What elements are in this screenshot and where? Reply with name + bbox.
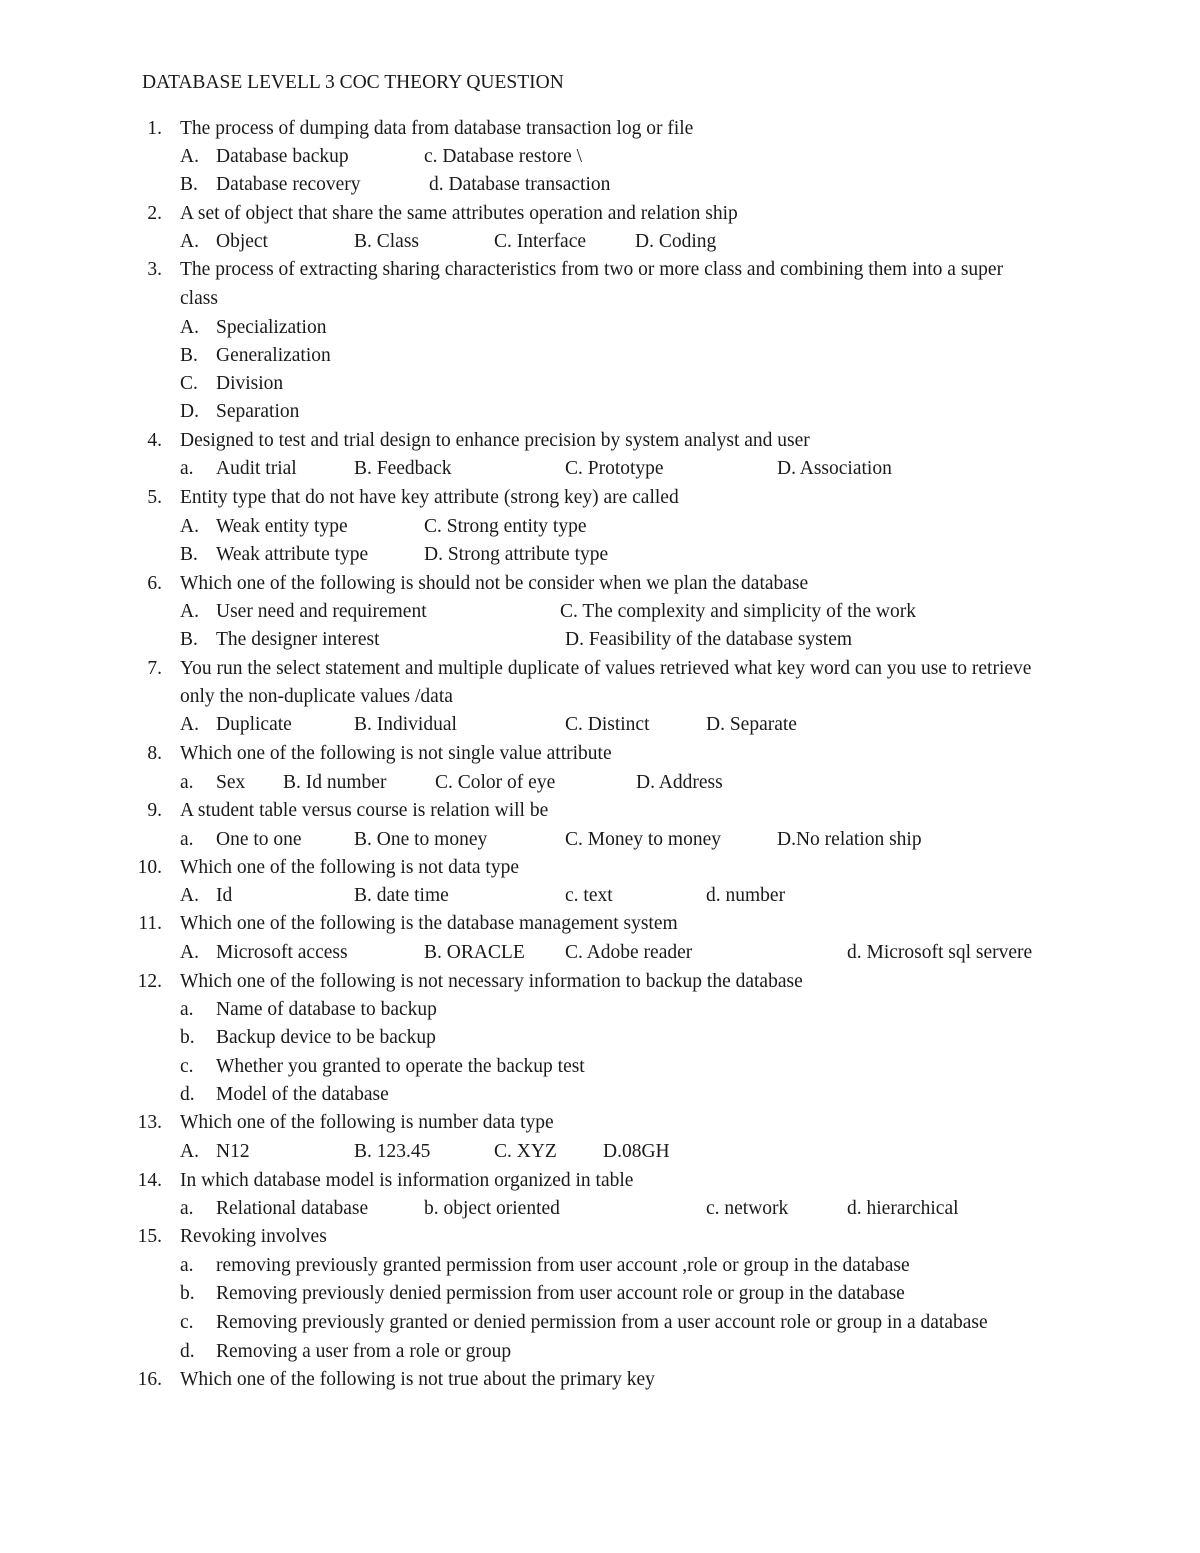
option-text: d. number [706,885,786,906]
option-text: Removing a user from a role or group [216,1341,512,1362]
option-text: Weak entity type [216,516,348,537]
option-letter: a. [180,1198,194,1219]
option-letter: d. [180,1084,195,1105]
option-letter: A. [180,714,199,735]
option-text: N12 [216,1141,250,1162]
question-number: 10. [137,857,162,878]
option-letter: a. [180,1255,194,1276]
option-text: D. Strong attribute type [424,544,609,565]
question-number: 5. [147,487,162,508]
question-number: 3. [147,259,162,280]
option-text: Whether you granted to operate the backup test [216,1056,585,1077]
option-text: B. Class [354,231,420,252]
question-text: A student table versus course is relation will be [180,800,549,821]
option-letter: A. [180,516,199,537]
option-letter: b. [180,1027,195,1048]
question-text: In which database model is information organized in table [180,1170,634,1191]
option-text: d. hierarchical [847,1198,959,1219]
option-text: B. Individual [354,714,457,735]
question-number: 13. [137,1112,162,1133]
question-text: Which one of the following is not necessary information to backup the database [180,971,803,992]
option-letter: a. [180,829,194,850]
option-letter: B. [180,174,198,195]
option-text: Object [216,231,268,252]
option-letter: D. [180,401,199,422]
question-number: 6. [147,573,162,594]
question-number: 16. [137,1369,162,1390]
option-text: Model of the database [216,1084,389,1105]
option-text: c. network [706,1198,789,1219]
option-text: D. Coding [635,231,717,252]
option-text: D.No relation ship [777,829,922,850]
question-number: 2. [147,203,162,224]
option-letter: d. [180,1341,195,1362]
option-text: User need and requirement [216,601,427,622]
question-number: 15. [137,1226,162,1247]
option-text: The designer interest [216,629,380,650]
option-text: C. Color of eye [435,772,556,793]
option-letter: a. [180,999,194,1020]
question-number: 7. [147,658,162,679]
option-text: Database backup [216,146,349,167]
question-number: 4. [147,430,162,451]
option-text: B. Feedback [354,458,452,479]
question-number: 14. [137,1170,162,1191]
option-letter: A. [180,231,199,252]
option-letter: B. [180,629,198,650]
question-text: Which one of the following is should not be consider when we plan the database [180,573,809,594]
option-text: C. Money to money [565,829,721,850]
option-text: One to one [216,829,302,850]
question-number: 9. [147,800,162,821]
question-text-continued: only the non-duplicate values /data [180,686,453,707]
question-text: Which one of the following is not single value attribute [180,743,612,764]
option-text: B. 123.45 [354,1141,431,1162]
option-letter: A. [180,146,199,167]
option-letter: C. [180,373,198,394]
option-letter: A. [180,942,199,963]
option-text: Audit trial [216,458,297,479]
option-text: Id [216,885,233,906]
option-letter: c. [180,1056,194,1077]
option-text: D.08GH [603,1141,670,1162]
option-text: B. One to money [354,829,488,850]
option-text: d. Database transaction [429,174,611,195]
option-text: D. Address [636,772,723,793]
option-letter: A. [180,885,199,906]
option-text: C. XYZ [494,1141,557,1162]
option-letter: c. [180,1312,194,1333]
option-text: Duplicate [216,714,292,735]
option-text: Generalization [216,345,331,366]
option-text: C. Strong entity type [424,516,587,537]
option-letter: b. [180,1283,195,1304]
question-number: 1. [147,118,162,139]
option-letter: B. [180,345,198,366]
option-text: c. text [565,885,613,906]
option-letter: B. [180,544,198,565]
question-number: 8. [147,743,162,764]
option-text: Microsoft access [216,942,348,963]
question-text-continued: class [180,288,218,309]
question-number: 12. [137,971,162,992]
question-text: The process of dumping data from database transaction log or file [180,118,694,139]
option-text: C. Prototype [565,458,664,479]
option-text: C. Adobe reader [565,942,693,963]
option-text: Relational database [216,1198,369,1219]
option-text: B. Id number [283,772,387,793]
option-letter: a. [180,458,194,479]
option-text: Backup device to be backup [216,1027,436,1048]
option-text: d. Microsoft sql servere [847,942,1033,963]
option-text: C. Distinct [565,714,650,735]
question-text: Which one of the following is number data type [180,1112,554,1133]
option-text: Division [216,373,284,394]
option-text: Removing previously granted or denied permission from a user account role or group in a database [216,1312,988,1333]
question-text: The process of extracting sharing characteristics from two or more class and combining them into a super [180,259,1004,280]
option-text: c. Database restore \ [424,146,583,167]
question-text: Which one of the following is not data type [180,857,520,878]
option-text: Separation [216,401,300,422]
question-text: Revoking involves [180,1226,327,1247]
question-text: You run the select statement and multiple duplicate of values retrieved what key word can you use to retrieve [180,658,1032,679]
question-number: 11. [138,913,162,934]
option-text: b. object oriented [424,1198,560,1219]
option-text: C. Interface [494,231,587,252]
option-text: Sex [216,772,246,793]
option-text: Removing previously denied permission from user account role or group in the database [216,1283,905,1304]
option-letter: A. [180,1141,199,1162]
option-text: D. Association [777,458,892,479]
question-text: Designed to test and trial design to enhance precision by system analyst and user [180,430,810,451]
question-text: A set of object that share the same attributes operation and relation ship [180,203,738,224]
option-text: Specialization [216,317,327,338]
option-letter: A. [180,317,199,338]
option-letter: A. [180,601,199,622]
option-text: B. ORACLE [424,942,525,963]
option-letter: a. [180,772,194,793]
question-text: Entity type that do not have key attribute (strong key) are called [180,487,679,508]
document-title: DATABASE LEVELL 3 COC THEORY QUESTION [142,72,564,93]
option-text: removing previously granted permission from user account ,role or group in the database [216,1255,910,1276]
option-text: C. The complexity and simplicity of the work [560,601,916,622]
option-text: B. date time [354,885,449,906]
question-text: Which one of the following is not true about the primary key [180,1369,655,1390]
option-text: Database recovery [216,174,361,195]
option-text: Weak attribute type [216,544,369,565]
question-text: Which one of the following is the database management system [180,913,678,934]
option-text: Name of database to backup [216,999,437,1020]
option-text: D. Separate [706,714,797,735]
option-text: D. Feasibility of the database system [565,629,853,650]
